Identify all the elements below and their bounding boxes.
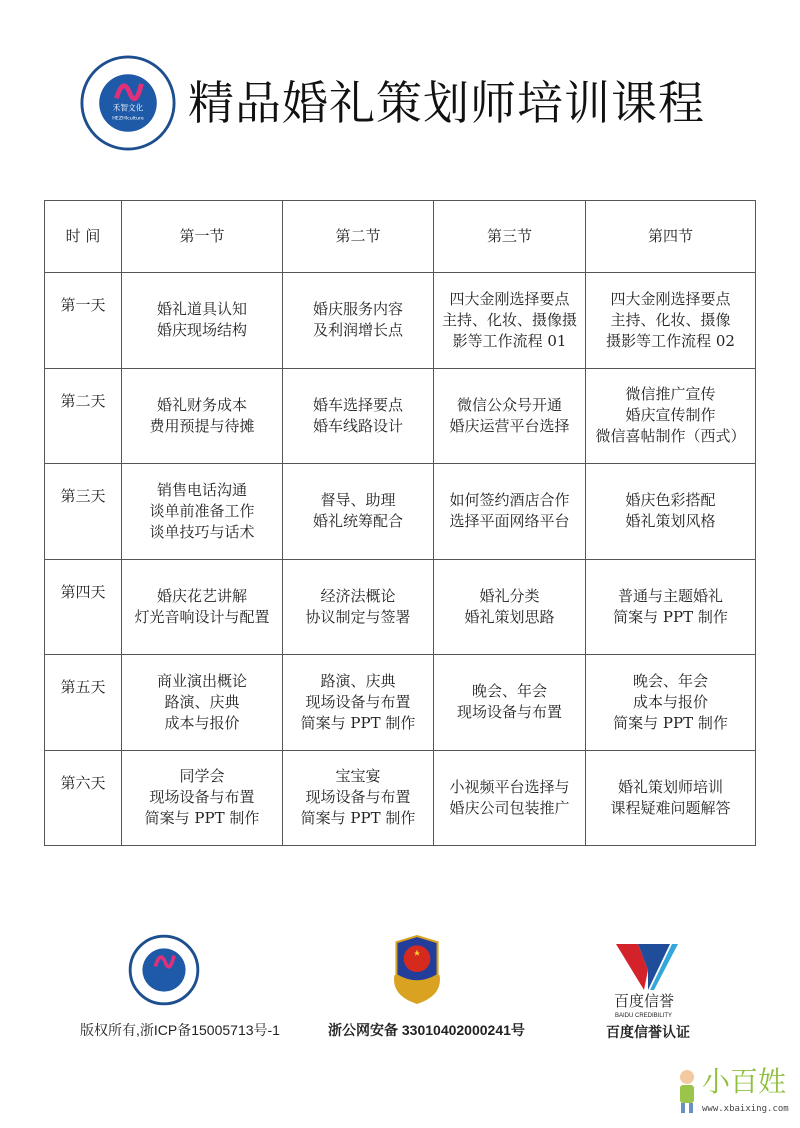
column-header: 第一节 [122,201,283,273]
column-header: 第三节 [434,201,586,273]
session-cell: 普通与主题婚礼 简案与 PPT 制作 [586,559,756,655]
session-cell: 婚礼道具认知 婚庆现场结构 [122,273,283,369]
session-cell: 四大金刚选择要点 主持、化妆、摄像摄 影等工作流程 01 [434,273,586,369]
session-cell: 晚会、年会 现场设备与布置 [434,655,586,751]
session-cell: 婚车选择要点 婚车线路设计 [283,368,434,464]
session-cell: 督导、助理 婚礼统筹配合 [283,464,434,560]
session-cell: 路演、庆典 现场设备与布置 简案与 PPT 制作 [283,655,434,751]
table-row [45,750,756,846]
person-icon [676,1068,698,1114]
session-cell: 婚礼分类 婚礼策划思路 [434,559,586,655]
session-cell: 婚庆花艺讲解 灯光音响设计与配置 [122,559,283,655]
icp-copyright[interactable]: 版权所有,浙ICP备15005713号-1 [80,1022,280,1038]
watermark-cn: 小百姓 [702,1065,787,1098]
session-cell: 四大金刚选择要点 主持、化妆、摄像 摄影等工作流程 02 [586,273,756,369]
table-row [45,464,756,560]
day-cell: 第二天 [45,368,122,464]
page-title: 精品婚礼策划师培训课程 [188,76,705,130]
session-cell: 晚会、年会 成本与报价 简案与 PPT 制作 [586,655,756,751]
session-cell: 宝宝宴 现场设备与布置 简案与 PPT 制作 [283,750,434,846]
session-cell: 销售电话沟通 谈单前准备工作 谈单技巧与话术 [122,464,283,560]
session-cell: 婚庆服务内容 及利润增长点 [283,273,434,369]
baidu-credibility-logo [616,944,682,990]
watermark-url: www.xbaixing.com [702,1104,789,1114]
logo-cn: 禾智文化 [112,103,144,113]
table-row [45,273,756,369]
baidu-name: 百度信誉 [614,993,675,1010]
hezhi-seal-icon [128,934,200,1006]
session-cell: 微信推广宣传 婚庆宣传制作 微信喜帖制作（西式） [586,368,756,464]
session-cell: 如何签约酒店合作 选择平面网络平台 [434,464,586,560]
day-cell: 第五天 [45,655,122,751]
session-cell: 婚庆色彩搭配 婚礼策划风格 [586,464,756,560]
day-cell: 第四天 [45,559,122,655]
table-row [45,368,756,464]
logo-en: HEZHIculture [112,116,144,122]
hezhi-logo [80,55,176,151]
police-record[interactable]: 浙公网安备 33010402000241号 [328,1022,525,1038]
session-cell: 婚礼财务成本 费用预提与待摊 [122,368,283,464]
table-header-row [45,201,756,273]
column-header: 第二节 [283,201,434,273]
session-cell: 小视频平台选择与 婚庆公司包装推广 [434,750,586,846]
table-row [45,559,756,655]
day-cell: 第一天 [45,273,122,369]
column-header: 第四节 [586,201,756,273]
course-schedule-table [44,200,756,846]
day-cell: 第三天 [45,464,122,560]
baidu-cert[interactable]: 百度信誉认证 [606,1024,690,1040]
table-row [45,655,756,751]
police-badge-icon [386,934,448,1006]
session-cell: 经济法概论 协议制定与签署 [283,559,434,655]
session-cell: 婚礼策划师培训 课程疑难问题解答 [586,750,756,846]
baidu-en: BAIDU CREDIBILITY [615,1013,673,1019]
watermark [676,1066,798,1122]
column-header: 时 间 [45,201,122,273]
session-cell: 同学会 现场设备与布置 简案与 PPT 制作 [122,750,283,846]
day-cell: 第六天 [45,750,122,846]
session-cell: 商业演出概论 路演、庆典 成本与报价 [122,655,283,751]
session-cell: 微信公众号开通 婚庆运营平台选择 [434,368,586,464]
